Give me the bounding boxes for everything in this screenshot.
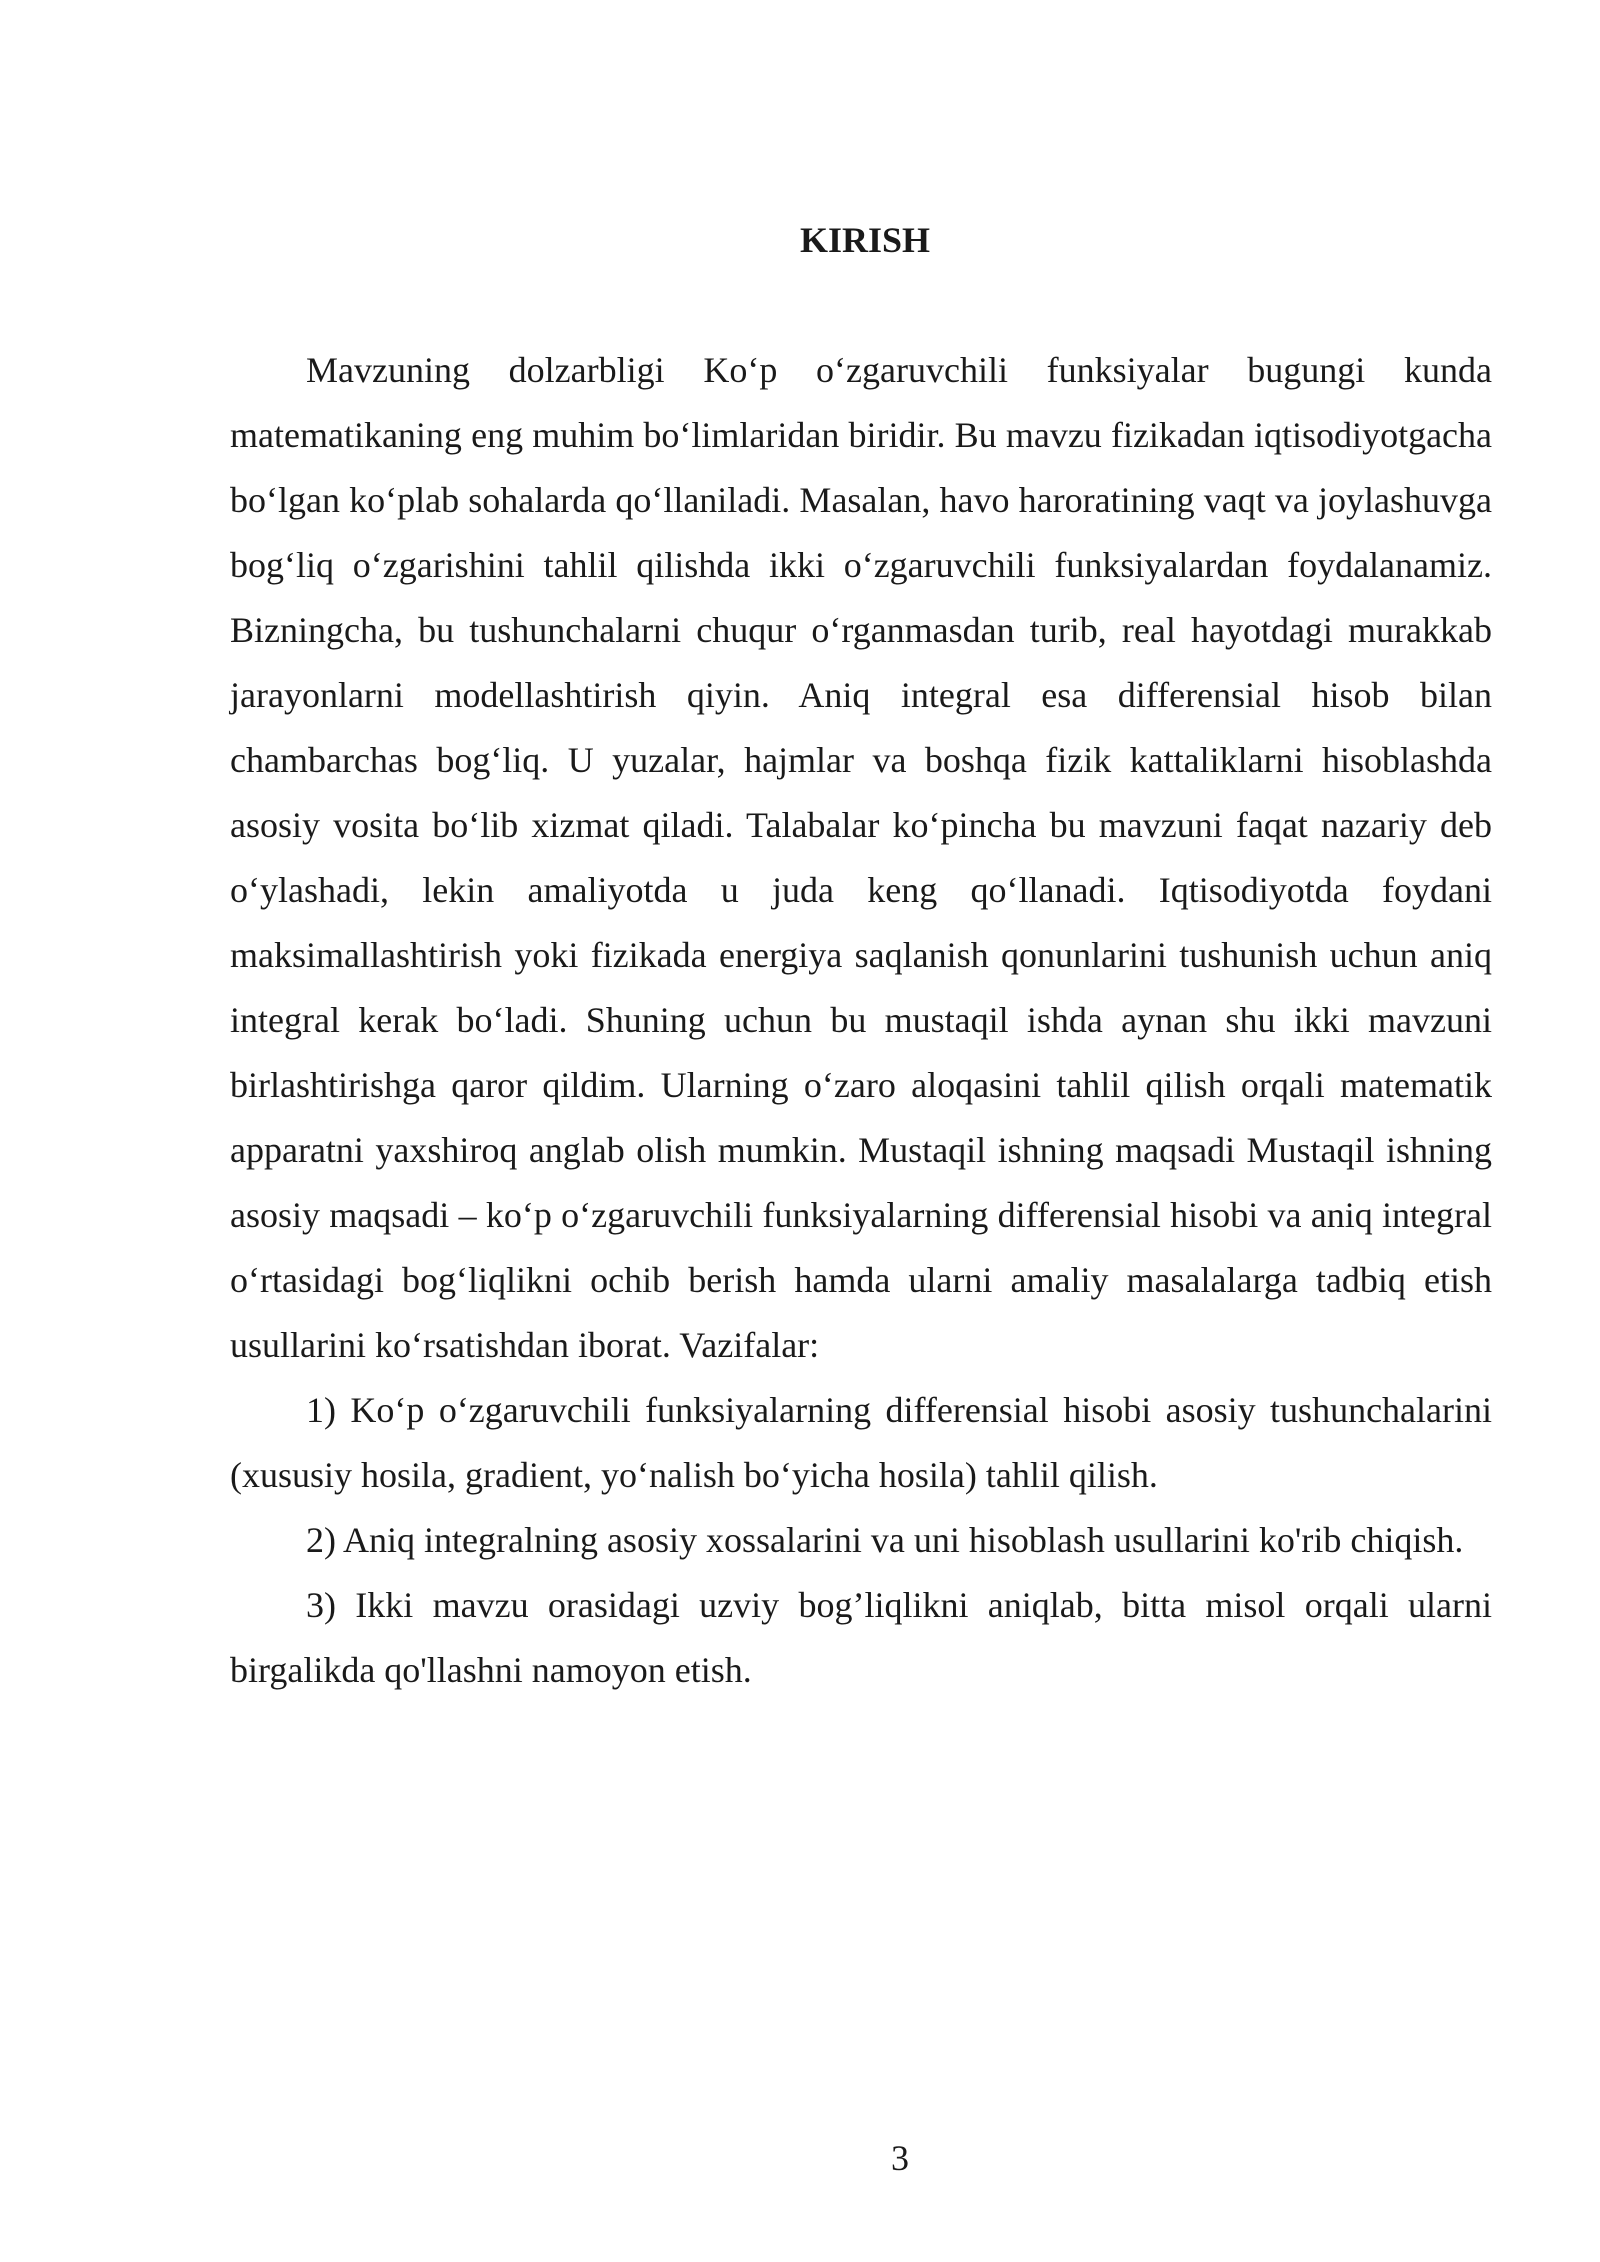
- paragraph-introduction: Mavzuning dolzarbligi Ko‘p o‘zgaruvchili funksiyalar bugungi kunda matematikaning eng muhim bo‘limlaridan biridir. Bu mavzu fizikadan iqtisodiyotgacha bo‘lgan ko‘plab sohalarda qo‘llaniladi. Masalan, havo haroratining vaqt va joylashuvga bog‘liq o‘zgarishini tahlil qilishda ikki o‘zgaruvchili funksiyalardan foydalanamiz. Bizningcha, bu tushunchalarni chuqur o‘rganmasdan turib, real hayotdagi murakkab jarayonlarni modellashtirish qiyin. Aniq integral esa differensial hisob bilan chambarchas bog‘liq. U yuzalar, hajmlar va boshqa fizik kattaliklarni hisoblashda asosiy vosita bo‘lib xizmat qiladi. Talabalar ko‘pincha bu mavzuni faqat nazariy deb o‘ylashadi, lekin amaliyotda u juda keng qo‘llanadi. Iqtisodiyotda foydani maksimallashtirish yoki fizikada energiya saqlanish qonunlarini tushunish uchun aniq integral kerak bo‘ladi. Shuning uchun bu mustaqil ishda aynan shu ikki mavzuni birlashtirishga qaror qildim. Ularning o‘zaro aloqasini tahlil qilish orqali matematik apparatni yaxshiroq anglab olish mumkin. Mustaqil ishning maqsadi Mustaqil ishning asosiy maqsadi – ko‘p o‘zgaruvchili funksiyalarning differensial hisobi va aniq integral o‘rtasidagi bog‘liqlikni ochib berish hamda ularni amaliy masalalarga tadbiq etish usullarini ko‘rsatishdan iborat. Vazifalar:: [230, 350, 1492, 1365]
- task-item-1: 1) Ko‘p o‘zgaruvchili funksiyalarning differensial hisobi asosiy tushunchalarini (xususiy hosila, gradient, yo‘nalish bo‘yicha hosila) tahlil qilish.: [230, 1390, 1492, 1495]
- task-item-3: 3) Ikki mavzu orasidagi uzviy bog’liqlikni aniqlab, bitta misol orqali ularni birgalikda qo'llashni namoyon etish.: [230, 1585, 1492, 1690]
- task-item-2: 2) Aniq integralning asosiy xossalarini va uni hisoblash usullarini ko'rib chiqish.: [306, 1520, 1464, 1560]
- page-number: 3: [891, 2138, 909, 2178]
- section-heading: KIRISH: [799, 220, 931, 260]
- body-text: [230, 338, 1492, 1703]
